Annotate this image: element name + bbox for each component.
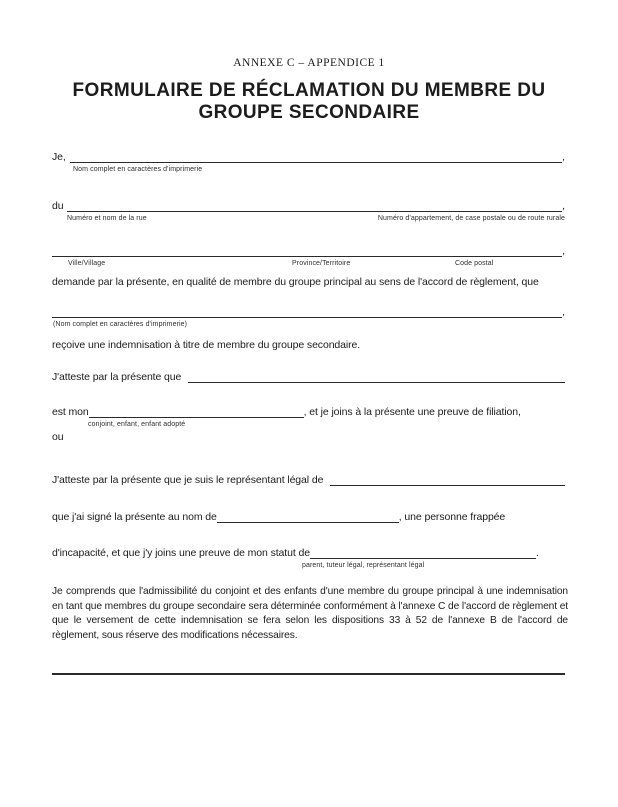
annex-heading: ANNEXE C – APPENDICE 1: [233, 57, 385, 69]
receive-statement: reçoive une indemnisation à titre de membre du groupe secondaire.: [52, 339, 361, 351]
attestation-line: [52, 369, 565, 383]
city-blank: [52, 244, 562, 257]
city-line: [52, 243, 565, 257]
beneficiary-name-blank: [52, 305, 562, 318]
status-suffix: .: [535, 547, 539, 559]
status-line: [52, 545, 565, 559]
form-title: FORMULAIRE DE RÉCLAMATION DU MEMBRE DU GROUPE SECONDAIRE: [72, 80, 546, 123]
city-suffix: ,: [562, 245, 565, 257]
address-prefix: du: [52, 200, 64, 212]
status-hint: parent, tuteur légal, représentant légal: [302, 562, 425, 569]
legal-representative-prefix: J'atteste par la présente que je suis le représentant légal de: [52, 474, 324, 486]
status-blank: [310, 546, 536, 559]
full-name-hint: Nom complet en caractères d'imprimerie: [73, 166, 203, 173]
address-line: [52, 198, 565, 212]
signed-on-behalf-blank: [217, 510, 399, 523]
beneficiary-hint: (Nom complet en caractères d'imprimerie): [53, 321, 188, 328]
relationship-blank: [89, 405, 304, 418]
attestation-prefix: J'atteste par la présente que: [52, 371, 182, 383]
relationship-hint: conjoint, enfant, enfant adopté: [88, 421, 186, 428]
bottom-divider-line: [52, 673, 565, 675]
field-row-status: [52, 545, 565, 570]
beneficiary-line: [52, 304, 565, 318]
full-name-prefix: Je,: [52, 151, 66, 163]
request-statement: demande par la présente, en qualité de membre du groupe principal au sens de l'accord de règlement, que: [52, 276, 539, 288]
field-row-address: [52, 198, 565, 222]
city-hint: Ville/Village: [68, 260, 106, 267]
field-row-relationship: [52, 404, 565, 429]
address-hints: [52, 215, 565, 222]
signed-on-behalf-line: [52, 509, 565, 523]
apartment-hint: Numéro d'appartement, de case postale ou de route rurale: [377, 215, 565, 222]
full-name-line: [52, 149, 565, 163]
relationship-prefix: est mon: [52, 406, 89, 418]
relationship-line: [52, 404, 565, 418]
province-hint: Province/Territoire: [292, 260, 351, 267]
beneficiary-suffix: ,: [562, 306, 565, 318]
field-row-legal-representative: [52, 472, 565, 486]
postal-code-hint: Code postal: [455, 260, 494, 267]
signed-on-behalf-suffix: , une personne frappée: [398, 511, 506, 523]
represented-person-blank: [330, 473, 565, 486]
street-blank: [67, 199, 562, 212]
city-hints: [52, 260, 565, 270]
field-row-full-name: [52, 149, 565, 174]
full-name-blank: [70, 150, 562, 163]
relationship-suffix: , et je joins à la présente une preuve de filiation,: [303, 406, 521, 418]
status-prefix: d'incapacité, et que j'y joins une preuve de mon statut de: [52, 547, 310, 559]
attested-person-blank: [188, 370, 565, 383]
field-row-signed-on-behalf: [52, 509, 565, 523]
or-label: ou: [52, 431, 64, 443]
field-row-city: [52, 243, 565, 270]
legal-representative-line: [52, 472, 565, 486]
field-row-beneficiary: [52, 304, 565, 329]
acknowledgement-paragraph: Je comprends que l'admissibilité du conjoint et des enfants d'une membre du groupe principal à une indemnisation en tant que membres du groupe secondaire sera déterminée conformément à l'annexe C de l'accord de règlement et que le versement de cette indemnisation se fera selon les dispositions 33 à 52 de l'annexe B de l'accord de règlement, sous réserve des modifications nécessaires.: [52, 586, 568, 641]
signed-on-behalf-prefix: que j'ai signé la présente au nom de: [52, 511, 217, 523]
street-hint: Numéro et nom de la rue: [67, 215, 147, 222]
address-suffix: ,: [562, 200, 565, 212]
field-row-attestation: [52, 369, 565, 383]
full-name-suffix: ,: [562, 151, 565, 163]
